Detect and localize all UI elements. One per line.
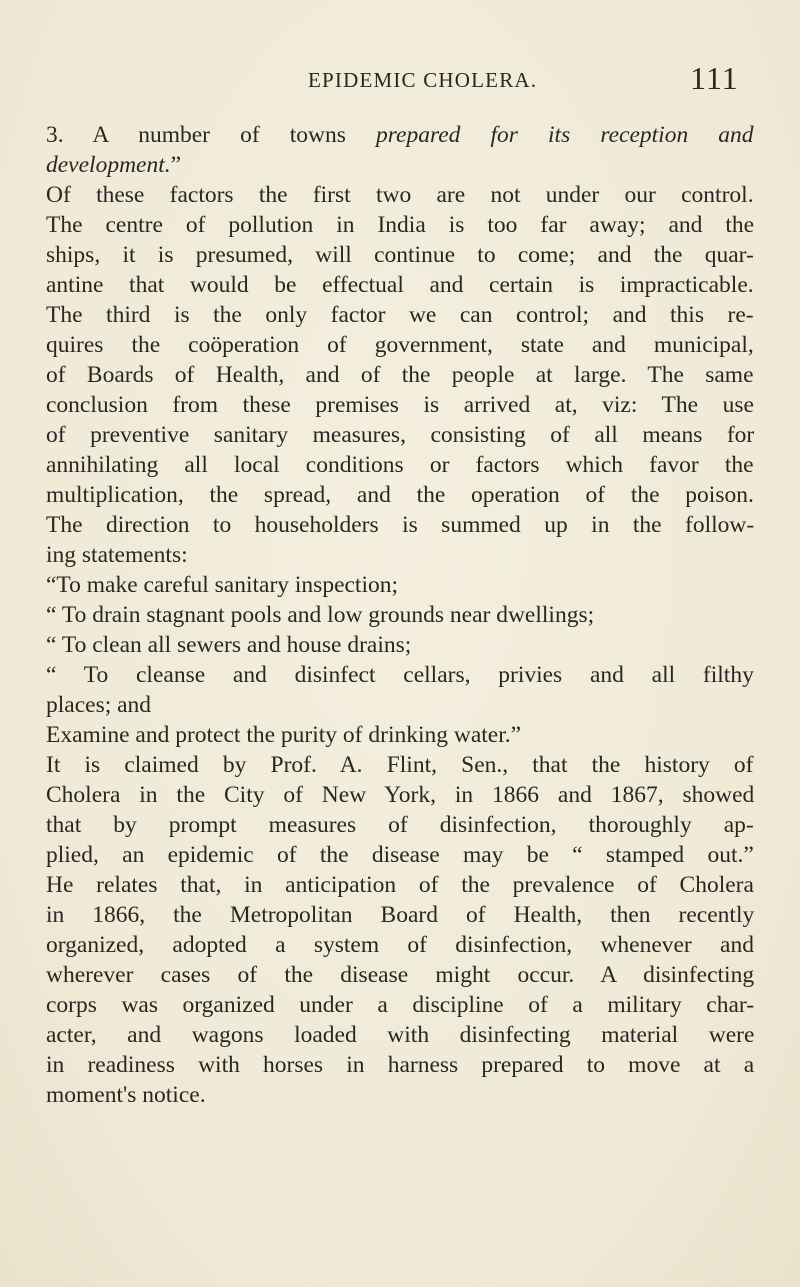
text-run: corps was organized under a discipline of a military char- (46, 992, 755, 1018)
text-line (46, 690, 151, 720)
text-line (46, 270, 754, 300)
page-header (0, 60, 800, 100)
text-line (46, 960, 754, 990)
text-run: annihilating all local conditions or factors which favor the (46, 452, 754, 478)
text-run: in readiness with horses in harness prepared to move at a (46, 1052, 755, 1078)
text-run: The third is the only factor we can control; and this re- (46, 302, 754, 328)
text-run: quires the coöperation of government, state and municipal, (46, 332, 754, 358)
text-run: “ To drain stagnant pools and low grounds near dwellings; (46, 602, 595, 628)
text-line (46, 120, 754, 150)
text-run: The centre of pollution in India is too far away; and the (46, 212, 755, 238)
italic-text: development. (46, 152, 171, 178)
text-line (46, 870, 754, 900)
text-run: that by prompt measures of disinfection, thoroughly ap- (46, 812, 754, 838)
text-line (46, 750, 754, 780)
text-line (46, 630, 411, 660)
running-head: EPIDEMIC CHOLERA. (308, 68, 538, 92)
text-run: Examine and protect the purity of drinking water.” (46, 722, 522, 748)
text-run: of preventive sanitary measures, consisting of all means for (46, 422, 755, 448)
text-line (46, 480, 754, 510)
text-run: “ To clean all sewers and house drains; (46, 632, 412, 658)
text-line (46, 180, 754, 210)
text-run: He relates that, in anticipation of the prevalence of Cholera (46, 872, 754, 898)
text-line (46, 360, 754, 390)
text-run: 3. A number of towns (46, 122, 376, 148)
text-line (46, 210, 754, 240)
text-line (46, 780, 754, 810)
text-line (46, 420, 754, 450)
text-run: acter, and wagons loaded with disinfecting material were (46, 1022, 755, 1048)
text-line (46, 390, 754, 420)
text-line (46, 1020, 754, 1050)
text-run: “ To cleanse and disinfect cellars, privies and all filthy (46, 662, 754, 688)
text-line (46, 600, 594, 630)
text-line (46, 570, 398, 600)
text-line (46, 510, 754, 540)
text-line (46, 300, 754, 330)
text-run: Cholera in the City of New York, in 1866 and 1867, showed (46, 782, 755, 808)
text-run: places; and (46, 692, 152, 718)
text-line (46, 150, 181, 180)
text-line (46, 720, 521, 750)
text-line (46, 930, 754, 960)
text-run: antine that would be effectual and certain is impracticable. (46, 272, 754, 298)
text-run: It is claimed by Prof. A. Flint, Sen., that the history of (46, 752, 754, 778)
text-line (46, 840, 754, 870)
text-line (46, 540, 188, 570)
text-run: wherever cases of the disease might occur. A disinfecting (46, 962, 755, 988)
text-run: The direction to householders is summed up in the follow- (46, 512, 755, 538)
text-line (46, 450, 754, 480)
text-run: moment's notice. (46, 1082, 206, 1108)
text-line (46, 240, 754, 270)
text-line (46, 810, 754, 840)
text-run: ships, it is presumed, will continue to come; and the quar- (46, 242, 754, 268)
text-run: ” (170, 152, 182, 178)
text-run: in 1866, the Metropolitan Board of Health, then recently (46, 902, 755, 928)
text-run: of Boards of Health, and of the people at large. The same (46, 362, 754, 388)
text-run: conclusion from these premises is arrived at, viz: The use (46, 392, 754, 418)
text-line (46, 1050, 754, 1080)
text-line (46, 660, 754, 690)
text-line (46, 900, 754, 930)
text-run: plied, an epidemic of the disease may be “ stamped out.” (46, 842, 754, 868)
text-run: multiplication, the spread, and the operation of the poison. (46, 482, 754, 508)
text-line (46, 330, 754, 360)
italic-text: prepared for its reception and (376, 122, 754, 148)
text-run: Of these factors the first two are not under our control. (46, 182, 754, 208)
page-number: 111 (690, 60, 739, 96)
text-run: “To make careful sanitary inspection; (46, 572, 399, 598)
text-run: organized, adopted a system of disinfection, whenever and (46, 932, 754, 958)
text-line (46, 990, 754, 1020)
text-run: ing statements: (46, 542, 188, 568)
text-line (46, 1080, 206, 1110)
